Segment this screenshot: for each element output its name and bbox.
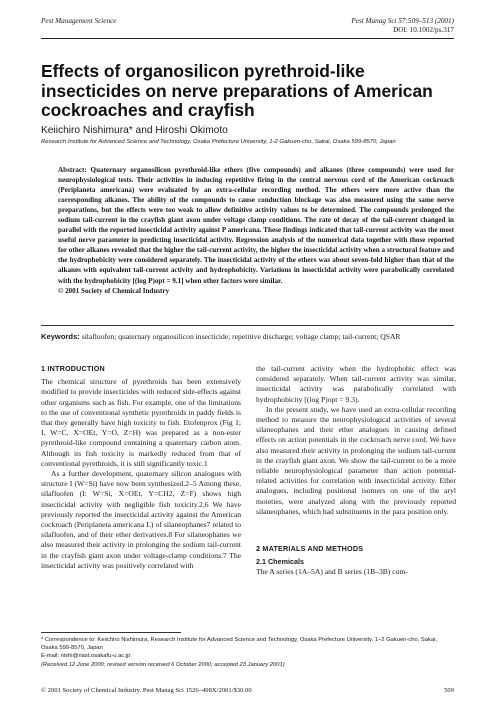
section-rule [41,325,454,326]
intro-paragraph-2: As a further development, quaternary silicon analogues with structure I (W=Si) have now been synthesized.2–5 Among these, silafluofen (I: W=Si, X=OEt, Y=CH2, Z=F) shows high insecticidal activity with negligible fish toxicity.2,6 We have previously reported the insecticidal activity against the American cockroach (Periplaneta americana L) of silaneophanes7 related to silafluofen, and of their ether derivatives.8 For silaneophanes we also measured their activity in prolonging the sodium tail-current in the crayfish giant axon under voltage-clamp conditions.7 The insecticidal activity was positively correlated with [41,469,241,570]
correspondence: * Correspondence to: Keiichiro Nishimura, Research Institute for Advanced Science and Technology, Osaka Prefecture University, 1–2 Gakuen-cho, Sakai, Osaka 599-8570, Japan [41,637,438,652]
keywords [41,332,455,343]
footer-copyright: © 2001 Society of Chemical Industry. Pest Manag Sci 1526–498X/2001/$30.00 [41,687,252,694]
intro-paragraph-1: The chemical structure of pyrethroids has been extensively modified to provide insecticides with reduced side-effects against other organisms such as fish. For example, one of the limitations to the use of conventional synthetic pyrethroids in paddy fields is that they generally have high toxicity to fish. Etofenprox (Fig 1; I, W=C, X=OEt, Y=O, Z=H) was prepared as a non-ester pyrethroid-like compound containing a quaternary carbon atom. Although its fish toxicity is markedly reduced from that of conventional pyrethroids, it is still significantly toxic.1 [41,377,241,468]
footnote [41,636,455,669]
article-title: Effects of organosilicon pyrethroid-like insecticides on nerve preparations of American cockroaches and crayfish [41,61,433,121]
affiliation: Research Institute for Advanced Science and Technology, Osaka Prefecture University, 1-2 Gakuen-cho, Sakai, Osaka 599-8570, Japan [41,139,396,145]
intro-paragraph-4: In the present study, we have used an extra-cellular recording method to measure the neurophysiological activities of several silaneophanes and their ether analogues in causing defined effects on action potentials in the cockroach nerve cord. We have also measured their activity in prolonging the sodium tail-current in the crayfish giant axon. We show the tail-current to be a more reliable neurophysiological parameter than action potential-related activities for correlation with insecticidal activity. Ether analogues, including positional isomers on one of the aryl moieties, were analyzed along with the previously reported silaneophanes, which had substituents in the para position only. [256,404,456,516]
methods-paragraph-1: The A series (1A–5A) and B series (1B–3B) com- [256,567,408,577]
journal-citation-block [351,17,454,35]
section-heading-introduction: 1 INTRODUCTION [41,364,105,373]
page-number: 509 [444,687,454,694]
footnote-rule [41,632,181,633]
left-column [41,364,241,571]
abstract-text: Abstract: Quaternary organosilicon pyrethroid-like ethers (five compounds) and alkanes (three compounds) were used for neurophysiological tests. Their activities in inducing repetitive firing in the central nervous cord of the American cockroach (Periplaneta americana) were evaluated by an extra-cellular recording method. The ethers were more active than the corresponding alkanes. The ability of the compounds to cause conduction blockage was also measured using the same nerve preparations, but the effects were too weak to allow definitive activity values to be determined. The compounds prolonged the sodium tail-current in the crayfish giant axon under voltage clamp conditions. The rate of decay of the tail-current changed in parallel with the reported insecticidal activity against P americana. These findings indicated that tail-current activity was the most useful nerve parameter in predicting insecticidal activity. Regression analysis of the numerical data together with those reported for other alkanes revealed that the higher the tail-current activity, the higher the insecticidal activity when a structural feature and the hydrophobicity were considered separately. The insecticidal activity of the ethers was about seven-fold higher than that of the alkanes with equivalent tail-current activity and hydrophobicity. Variations in insecticidal activity were parabolically correlated with the hydrophobicity [(log P)opt = 9.1] when other factors were similar. [58,166,454,285]
abstract-copyright: © 2001 Society of Chemical Industry [58,286,170,295]
received-dates: (Received 12 June 2000; revised version received 6 October 2000; accepted 23 January 2001) [41,661,285,668]
abstract [58,165,454,296]
keywords-text: silafluofen; quaternary organosilicon insecticide; repetitive discharge; voltage clamp; tail-current; QSAR [81,332,401,341]
section-heading-methods: 2 MATERIALS AND METHODS [256,544,364,554]
authors: Keiichiro Nishimura* and Hiroshi Okimoto [41,125,228,136]
doi[interactable]: DOI: 10.1002/ps.317 [393,26,454,34]
journal-name: Pest Management Science [41,17,117,25]
keywords-label: Keywords: [41,332,80,341]
right-column [256,364,456,578]
citation: Pest Manag Sci 57:509–513 (2001) [351,17,454,25]
intro-paragraph-3: the tail-current activity when the hydrophobic effect was considered separately. When tail-current activity was similar, insecticidal activity was parabolically correlated with hydrophobicity [(log P)opt = 9.3). [256,364,456,404]
subsection-heading-chemicals: 2.1 Chemicals [256,557,304,567]
header-rule [41,38,454,39]
email[interactable]: E-mail: nishi@riast.osakafu-u.ac.jp [41,653,131,660]
